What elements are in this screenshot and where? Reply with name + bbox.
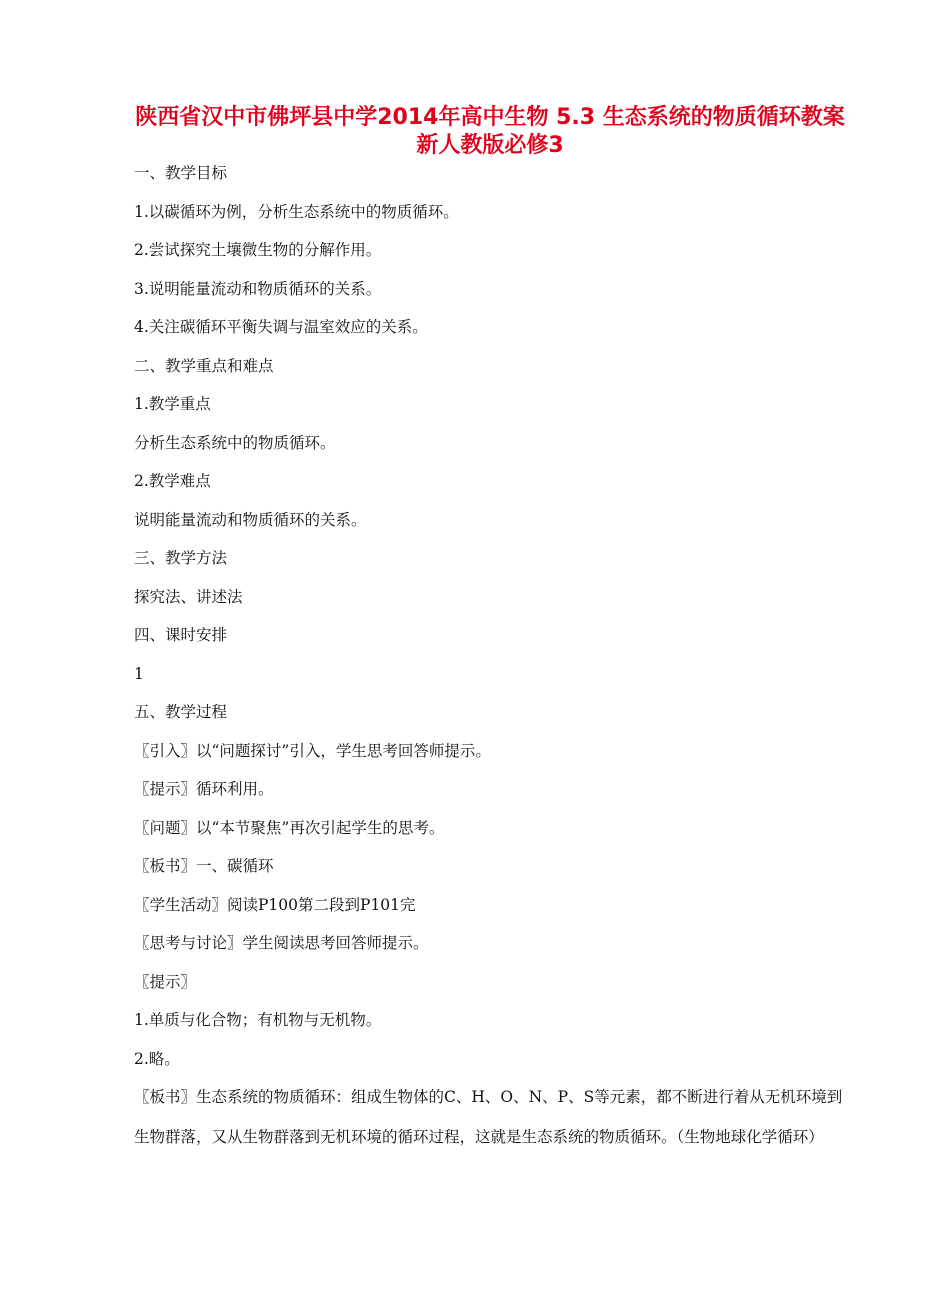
goal-item-4: 4.关注碳循环平衡失调与温室效应的关系。 [134, 318, 428, 336]
process-intro: 〖引入〗以“问题探讨”引入，学生思考回答师提示。 [134, 742, 491, 760]
hint-answer-2: 2.略。 [134, 1050, 180, 1068]
section-heading-methods: 三、教学方法 [134, 549, 228, 567]
subheading-key-point: 1.教学重点 [134, 395, 211, 413]
process-hint-2: 〖提示〗 [134, 973, 197, 991]
board-material-cycle-paragraph: 〖板书〗生态系统的物质循环：组成生物体的C、H、O、N、P、S等元素，都不断进行着从无机环境到生物群落，又从生物群落到无机环境的循环过程，这就是生态系统的物质循环。（生物地球化学循环） [134, 1088, 843, 1146]
difficulty-text: 说明能量流动和物质循环的关系。 [134, 511, 367, 529]
hint-answer-1: 1.单质与化合物；有机物与无机物。 [134, 1011, 382, 1029]
section-heading-goals: 一、教学目标 [134, 164, 228, 182]
document-title: 陕西省汉中市佛坪县中学2014年高中生物 5.3 生态系统的物质循环教案 新人教版必修3 [135, 105, 845, 158]
section-heading-schedule: 四、课时安排 [134, 626, 228, 644]
process-student-activity: 〖学生活动〗阅读P100第二段到P101完 [134, 896, 416, 914]
methods-text: 探究法、讲述法 [134, 588, 243, 606]
process-hint-1: 〖提示〗循环利用。 [134, 780, 274, 798]
goal-item-1: 1.以碳循环为例，分析生态系统中的物质循环。 [134, 203, 459, 221]
goal-item-2: 2.尝试探究土壤微生物的分解作用。 [134, 241, 382, 259]
section-heading-process: 五、教学过程 [134, 703, 228, 721]
goal-item-3: 3.说明能量流动和物质循环的关系。 [134, 280, 382, 298]
process-question: 〖问题〗以“本节聚焦”再次引起学生的思考。 [134, 819, 445, 837]
process-discussion: 〖思考与讨论〗学生阅读思考回答师提示。 [134, 934, 429, 952]
process-board-carbon: 〖板书〗一、碳循环 [134, 857, 274, 875]
key-point-text: 分析生态系统中的物质循环。 [134, 434, 336, 452]
schedule-text: 1 [134, 665, 144, 683]
section-heading-key-points: 二、教学重点和难点 [134, 357, 274, 375]
subheading-difficulty: 2.教学难点 [134, 472, 211, 490]
